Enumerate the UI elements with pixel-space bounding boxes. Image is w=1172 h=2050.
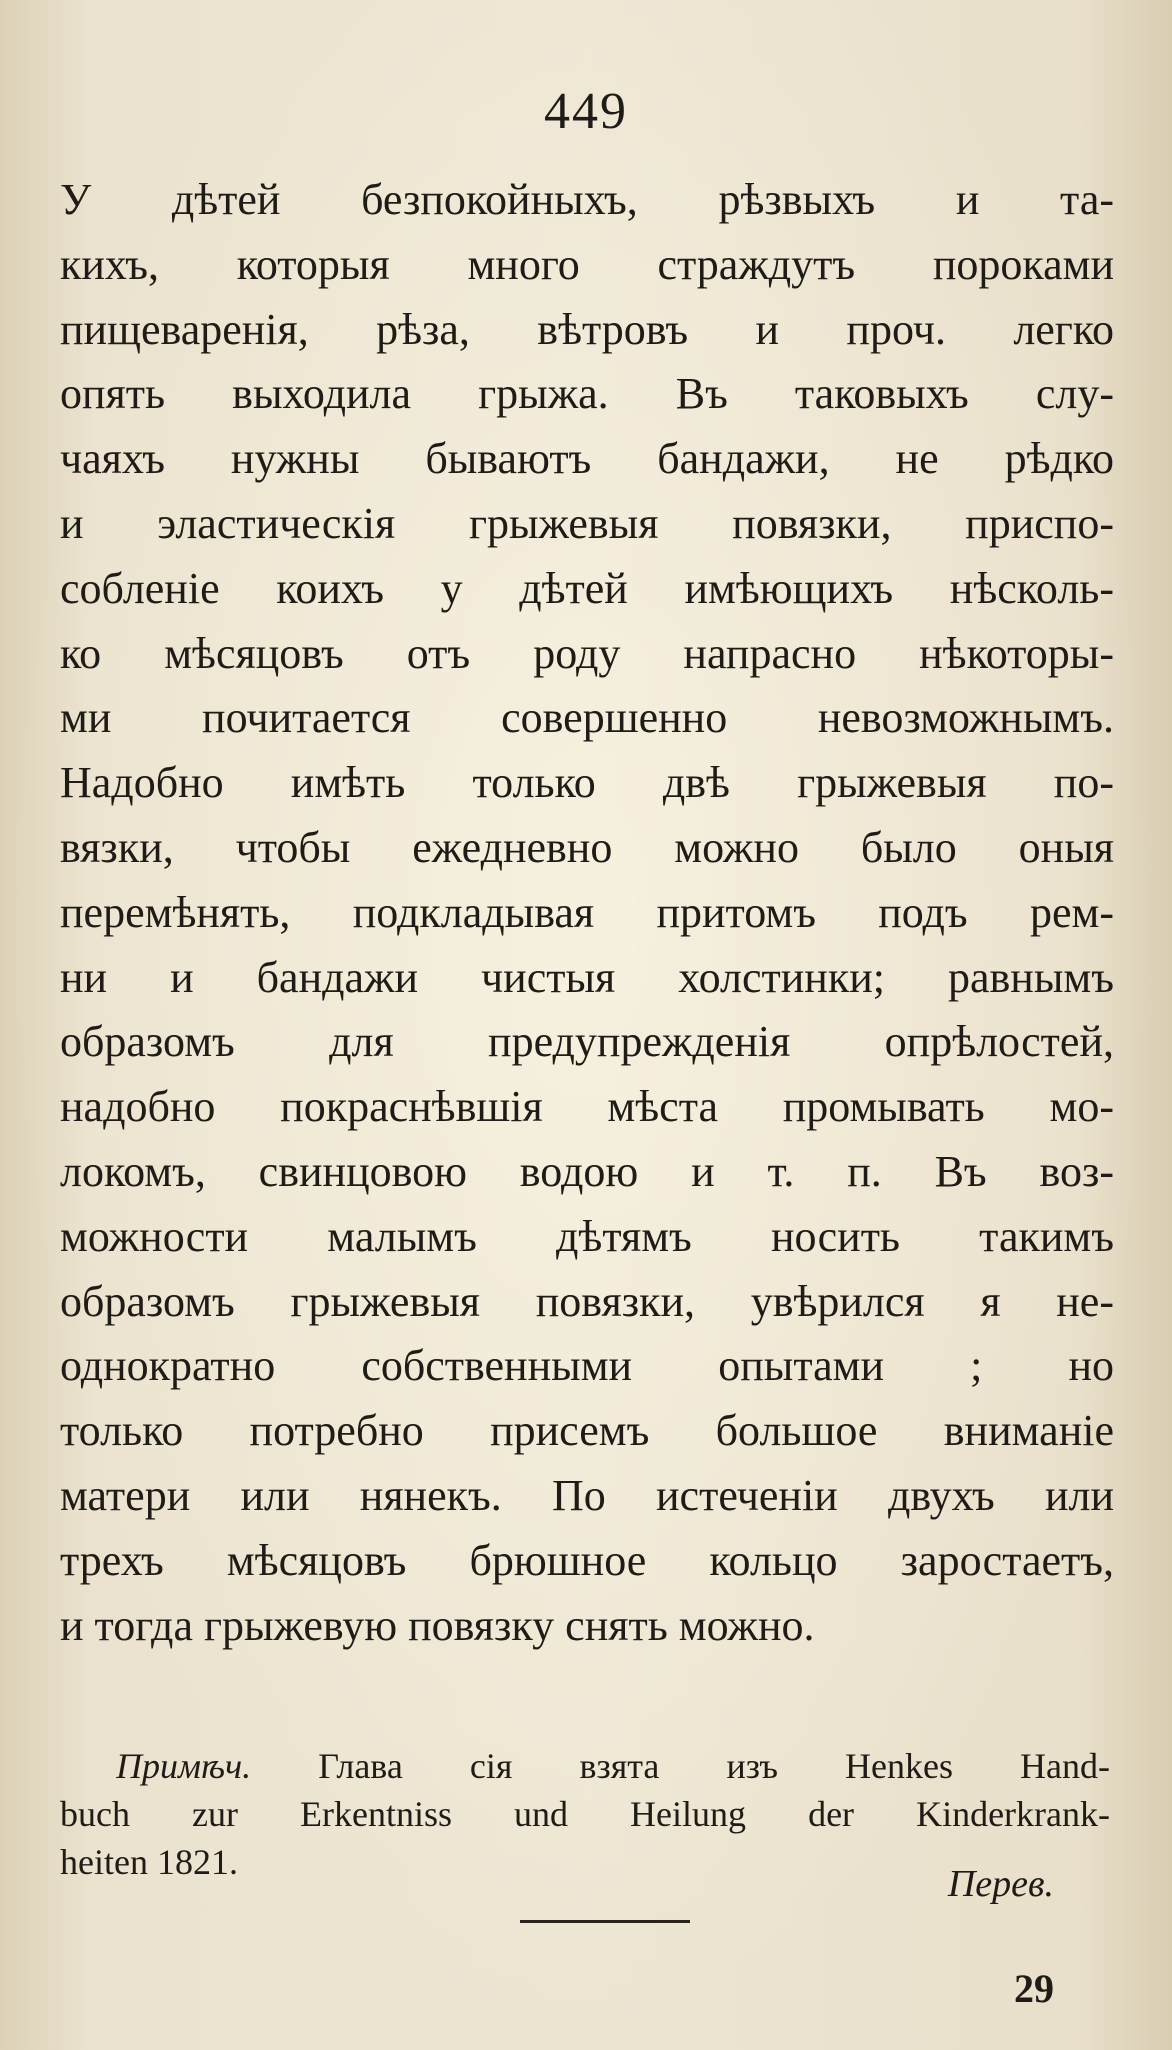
text-line: и тогда грыжевую повязку снять можно. — [60, 1600, 815, 1650]
text-line: опять выходила грыжа. Въ таковыхъ слу- — [60, 369, 1114, 419]
translator-mark: Перев. — [947, 1863, 1054, 1905]
footnote-line: heiten 1821. — [60, 1842, 238, 1882]
text-line: только потребно присемъ большое вниманіе — [60, 1406, 1114, 1456]
footnote-label: Примѣч. — [116, 1746, 252, 1786]
footnote-line: buch zur Erkentniss und Heilung der Kinderkrank- — [60, 1794, 1110, 1834]
page-number: 449 — [544, 83, 628, 140]
text-line: чаяхъ нужны бываютъ бандажи, не рѣдко — [60, 434, 1114, 484]
text-line: матери или нянекъ. По истеченіи двухъ или — [60, 1470, 1114, 1520]
footnote-text: Глава сія взята изъ Henkes Hand- — [318, 1746, 1110, 1786]
text-line: ни и бандажи чистыя холстинки; равнымъ — [60, 952, 1114, 1002]
body-text — [60, 168, 1114, 1658]
text-line: образомъ для предупрежденія опрѣлостей, — [60, 1017, 1114, 1067]
end-rule — [520, 1920, 690, 1923]
text-line: ко мѣсяцовъ отъ роду напрасно нѣкоторы- — [60, 628, 1114, 678]
text-line: трехъ мѣсяцовъ брюшное кольцо заростаетъ, — [60, 1535, 1114, 1585]
text-line: можности малымъ дѣтямъ носить такимъ — [60, 1211, 1114, 1261]
text-line: локомъ, свинцовою водою и т. п. Въ воз- — [60, 1146, 1114, 1196]
text-line: пищеваренія, рѣза, вѣтровъ и проч. легко — [60, 304, 1114, 354]
text-line: кихъ, которыя много страждутъ пороками — [60, 239, 1114, 289]
text-line: ми почитается совершенно невозможнымъ. — [60, 693, 1114, 743]
text-line: перемѣнять, подкладывая притомъ подъ рем- — [60, 887, 1114, 937]
footnote-line — [116, 1742, 1110, 1790]
text-line: Надобно имѣть только двѣ грыжевыя по- — [60, 758, 1114, 808]
text-line: надобно покраснѣвшія мѣста промывать мо- — [60, 1082, 1114, 1132]
text-line: и эластическія грыжевыя повязки, приспо- — [60, 498, 1114, 548]
text-line: однократно собственными опытами ; но — [60, 1341, 1114, 1391]
text-line: собленіе коихъ у дѣтей имѣющихъ нѣсколь- — [60, 563, 1114, 613]
text-line: образомъ грыжевыя повязки, увѣрился я не- — [60, 1276, 1114, 1326]
signature-mark: 29 — [1014, 1966, 1054, 2011]
text-line: У дѣтей безпокойныхъ, рѣзвыхъ и та- — [60, 175, 1114, 224]
text-line: вязки, чтобы ежедневно можно было оныя — [60, 822, 1114, 872]
